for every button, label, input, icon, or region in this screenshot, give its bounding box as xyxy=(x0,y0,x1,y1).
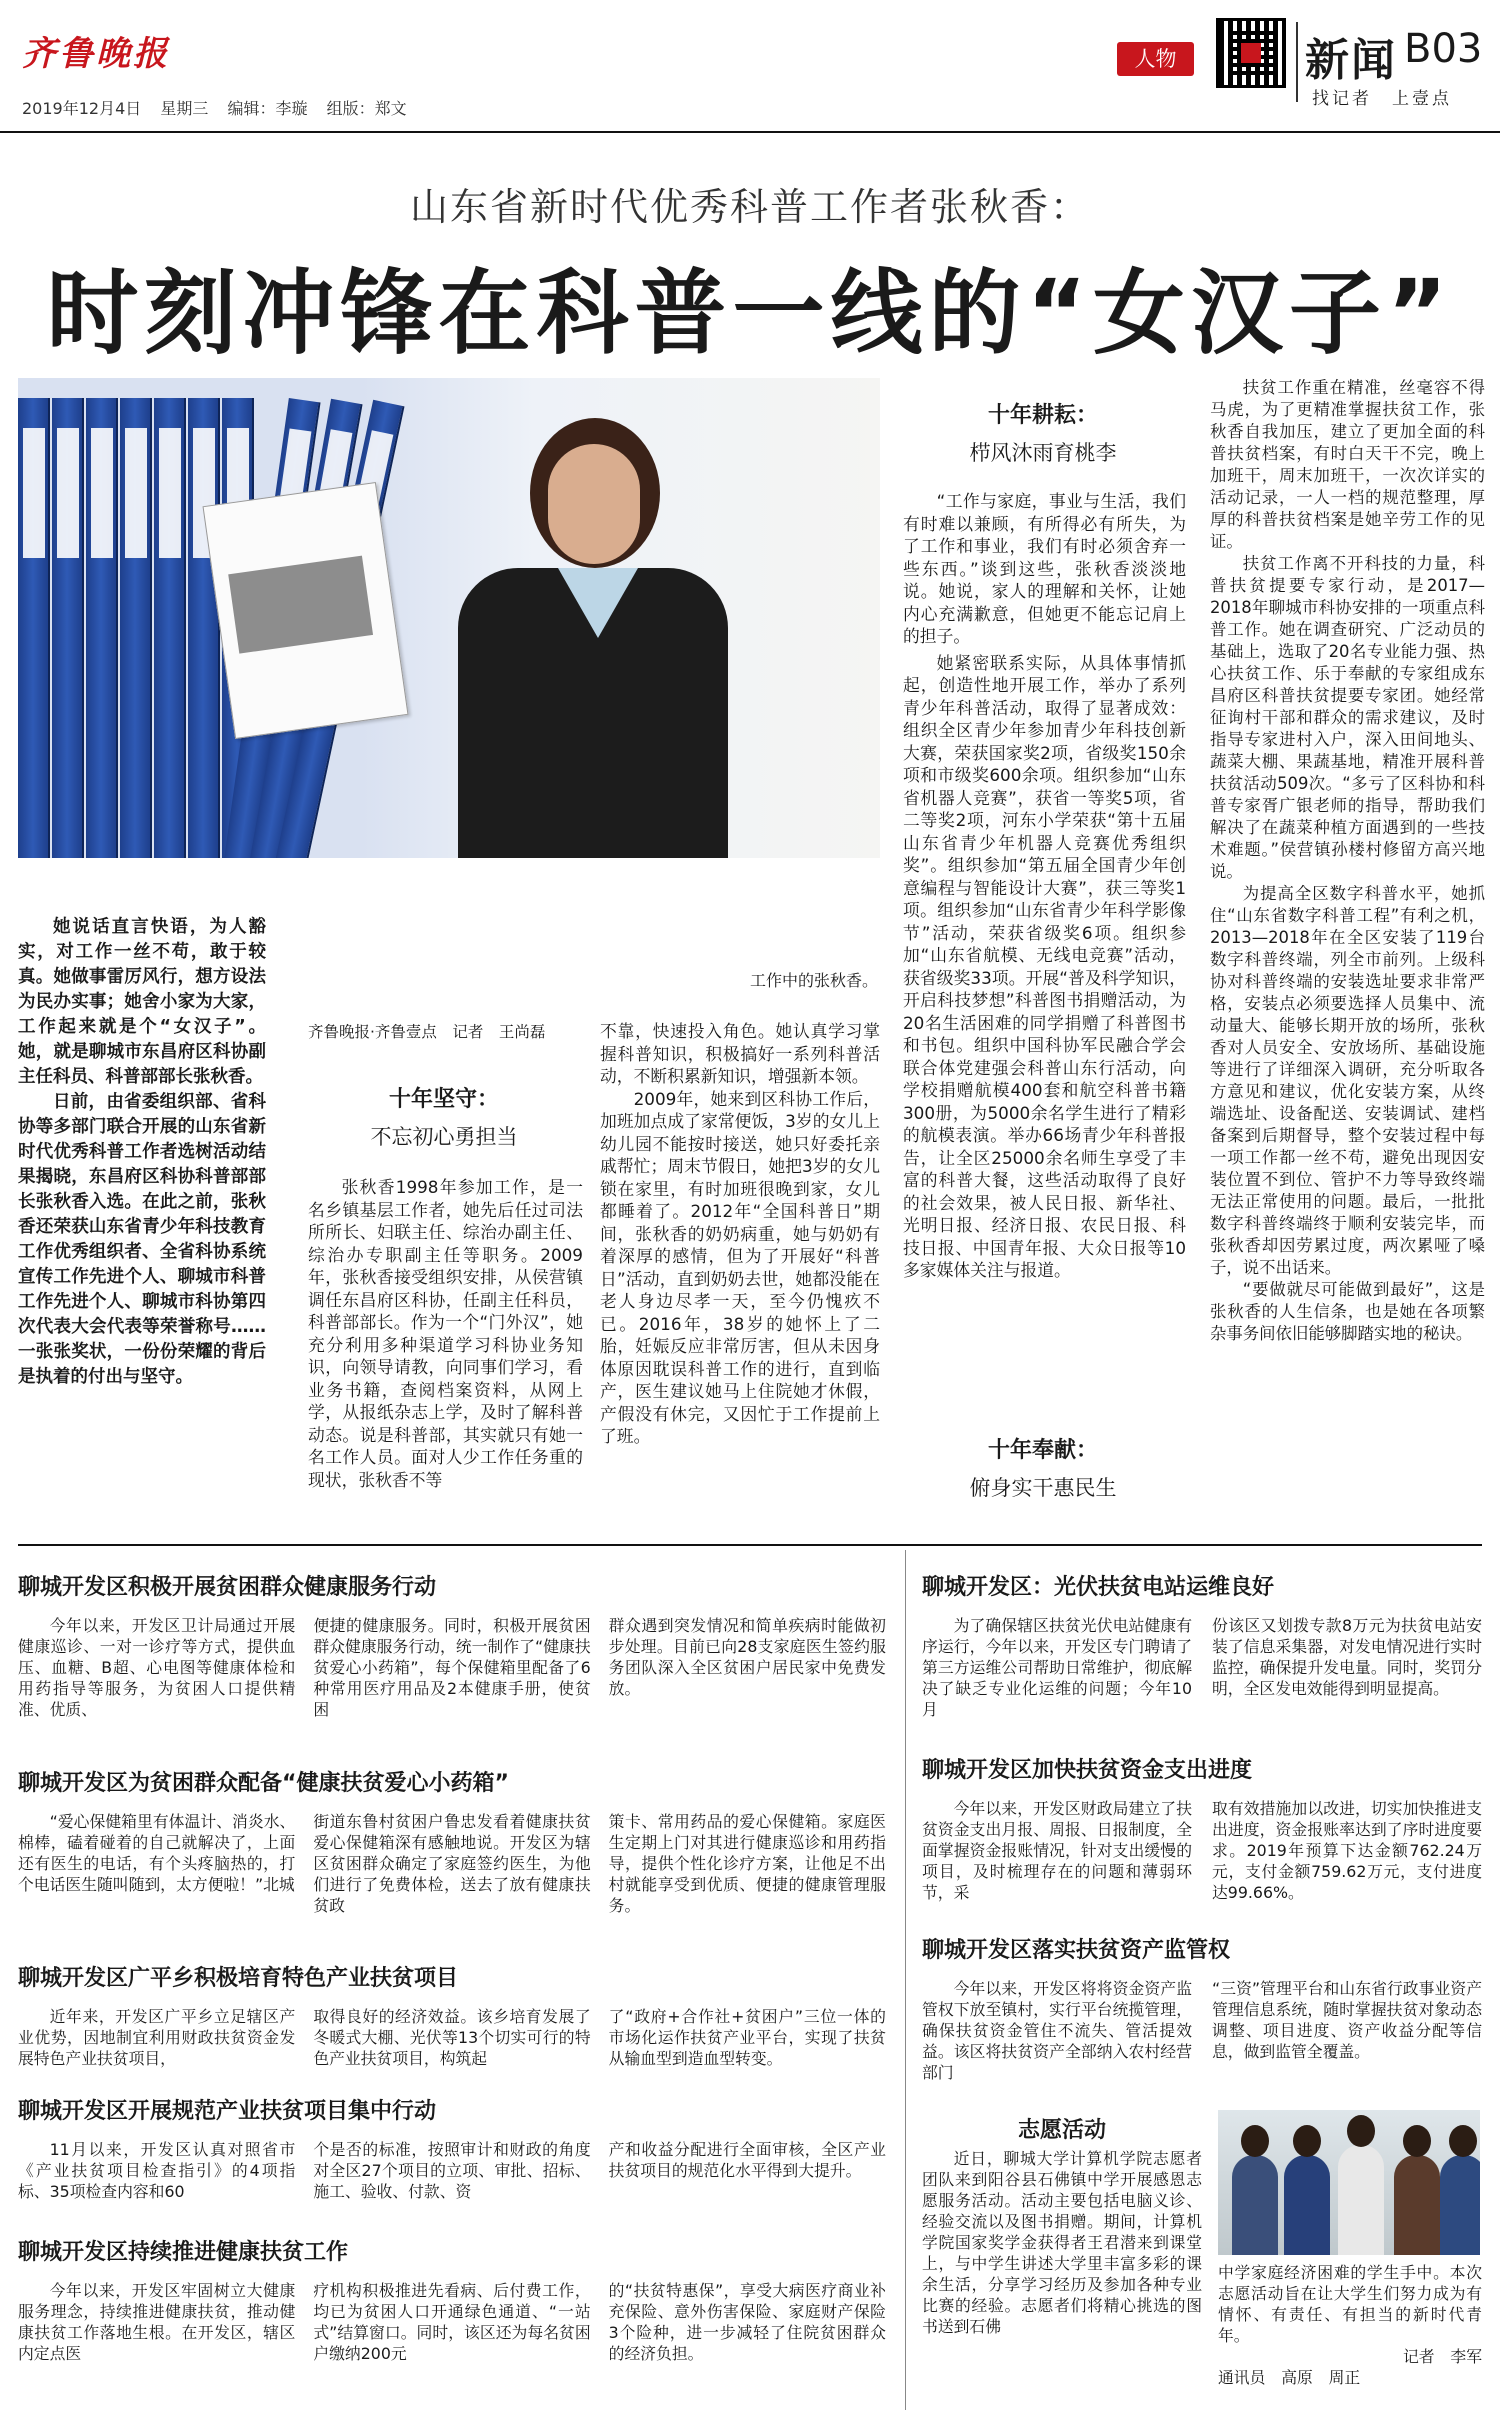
editor-credit: 编辑：李璇 xyxy=(227,99,308,118)
body-paragraph: 扶贫工作重在精准，丝毫容不得马虎，为了更精准掌握扶贫工作，张秋香自我加压，建立了更加全面的科普扶贫档案，有时白天干不完，晚上加班干，周末加班干，一次次详实的活动记录，一人一档的规范整理，厚厚的科普扶贫档案是她辛劳工作的见证。 xyxy=(1210,378,1485,551)
newspaper-logo: 齐鲁晚报 xyxy=(22,34,170,74)
section1-heading xyxy=(308,1082,580,1151)
document-sheet xyxy=(202,482,408,739)
person-figure xyxy=(438,418,738,858)
brief-text: 便捷的健康服务。同时，积极开展贫困群众健康服务行动，统一制作了“健康扶贫爱心小药箱”，每个保健箱里配备了6种常用医疗用品及2本健康手册，使贫困 xyxy=(313,1616,591,1719)
volunteer-photo xyxy=(1218,2110,1480,2255)
briefs-right xyxy=(922,1570,1482,2083)
brief-text: 今年以来，开发区将将资金资产监管权下放至镇村，实行平台统揽管理，确保扶贫资金管住不流失、管活提效益。该区将扶贫资产全部纳入农村经营部门 xyxy=(922,1979,1192,2082)
brief-item xyxy=(18,2235,886,2364)
brief-text: 取有效措施加以改进，切实加快推进支出进度，资金报账率达到了序时进度要求。2019年预算下达金额762.24万元，支付金额759.62万元，支付进度达99.66%。 xyxy=(1212,1799,1482,1902)
section1-title: 十年坚守： xyxy=(388,1087,499,1112)
slogan-right: 上壹点 xyxy=(1392,89,1452,109)
brief-title: 聊城开发区为贫困群众配备“健康扶贫爱心小药箱” xyxy=(18,1771,509,1796)
brief-text: 近年来，开发区广平乡立足辖区产业优势，因地制宜利用财政扶贫资金发展特色产业扶贫项目， xyxy=(18,2007,296,2068)
volunteer-correspondent: 通讯员 高原 周正 xyxy=(1218,2368,1361,2387)
brief-text: 为了确保辖区扶贫光伏电站健康有序运行，今年以来，开发区专门聘请了第三方运维公司帮助日常维护，彻底解决了缺乏专业化运维的问题；今年10月 xyxy=(922,1616,1192,1719)
article-headline: 时刻冲锋在科普一线的“女汉子” xyxy=(46,260,1454,367)
brief-text: “三资”管理平台和山东省行政事业资产管理信息系统，随时掌握扶贫对象动态调整、项目进度、资产收益分配等信息，做到监管全覆盖。 xyxy=(1212,1979,1482,2061)
section1-subtitle: 不忘初心勇担当 xyxy=(370,1125,518,1149)
briefs-left xyxy=(18,1570,886,2364)
article-kicker: 山东省新时代优秀科普工作者张秋香： xyxy=(409,185,1090,229)
volunteer-paragraph: 近日，聊城大学计算机学院志愿者团队来到阳谷县石佛镇中学开展感恩志愿服务活动。活动主要包括电脑义诊、经验交流以及图书捐赠。期间，计算机学院国家奖学金获得者王君潜来到课堂上，与中学生讲述大学里丰富多彩的课余生活，分享学习经历及参加各种专业比赛的经验。志愿者们将精心挑选的图书送到石佛 xyxy=(922,2149,1202,2336)
section3-heading xyxy=(903,1433,1183,1502)
section2-column xyxy=(903,490,1186,1282)
brief-title: 聊城开发区持续推进健康扶贫工作 xyxy=(18,2240,349,2265)
body-paragraph: 张秋香1998年参加工作，是一名乡镇基层工作者，她先后任过司法所所长、妇联主任、综治办副主任、综治办专职副主任等职务。2009年，张秋香接受组织安排，从侯营镇调任东昌府区科协，任副主任科员，科普部部长。作为一个“门外汉”，她充分利用多种渠道学习科协业务知识，向领导请教，向同事们学习，看业务书籍，查阅档案资料，从网上学，从报纸杂志上学，及时了解科普动态。说是科普部，其实就只有她一名工作人员。面对人少工作任务重的现状，张秋香不等 xyxy=(308,1177,583,1490)
brief-item xyxy=(922,1570,1482,1753)
section2-title: 十年耕耘： xyxy=(987,403,1098,428)
brief-text: 的“扶贫特惠保”，享受大病医疗商业补充保险、意外伤害保险、家庭财产保险3个险种，进一步减轻了住院贫困群众的经济负担。 xyxy=(608,2281,886,2363)
issue-weekday: 星期三 xyxy=(160,99,209,118)
brief-title: 聊城开发区开展规范产业扶贫项目集中行动 xyxy=(18,2099,437,2124)
brief-text: 街道东鲁村贫困户鲁忠发看着健康扶贫爱心保健箱深有感触地说。开发区为辖区贫困群众确定了家庭签约医生，为他们进行了免费体检，送去了放有健康扶贫政 xyxy=(313,1812,591,1915)
section3-title: 十年奉献： xyxy=(987,1438,1098,1463)
brief-title: 聊城开发区落实扶贫资产监管权 xyxy=(922,1938,1231,1963)
volunteer-reporter: 记者 李军 xyxy=(1403,2347,1482,2366)
brief-text: 今年以来，开发区卫计局通过开展健康巡诊、一对一诊疗等方式，提供血压、血糖、B超、心电图等健康体检和用药指导等服务，为贫困人口提供精准、优质、 xyxy=(18,1616,296,1719)
briefs-divider xyxy=(905,1550,906,2410)
masthead-divider xyxy=(1296,22,1298,102)
volunteer-tail-text: 中学家庭经济困难的学生手中。本次志愿活动旨在让大学生们努力成为有情怀、有责任、有担当的新时代青年。 xyxy=(1218,2263,1482,2345)
brief-item xyxy=(922,1933,1482,2083)
body-paragraph: 2009年，她来到区科协工作后，加班加点成了家常便饭，3岁的女儿上幼儿园不能按时接送，她只好委托亲戚帮忙；周末节假日，她把3岁的女儿锁在家里，有时加班很晚到家，女儿都睡着了。2012年“全国科普日”期间，张秋香的奶奶病重，她与奶奶有着深厚的感情，但为了开展好“科普日”活动，直到奶奶去世，她都没能在老人身边尽孝一天，至今仍愧疚不已。2016年，38岁的她怀上了二胎，妊娠反应非常厉害，但从未因身体原因耽误科普工作的进行，直到临产，医生建议她马上住院她才休假，产假没有休完，又因忙于工作提前上了班。 xyxy=(600,1088,880,1446)
section1-column-2 xyxy=(600,1020,880,1448)
brief-text: 今年以来，开发区牢固树立大健康服务理念，持续推进健康扶贫，推动健康扶贫工作落地生根。在开发区，辖区内定点医 xyxy=(18,2281,296,2363)
section1-column-1 xyxy=(308,1176,583,1491)
brief-text: “爱心保健箱里有体温计、消炎水、棉棒，磕着碰着的自己就解决了，上面还有医生的电话，有个头疼脑热的，打个电话医生随叫随到，太方便啦！”北城 xyxy=(18,1812,296,1894)
body-paragraph: “要做就尽可能做到最好”，这是张秋香的人生信条，也是她在各项繁杂事务间依旧能够脚踏实地的秘诀。 xyxy=(1210,1280,1485,1343)
article-photo xyxy=(18,378,880,858)
brief-text: 了“政府+合作社+贫困户”三位一体的市场化运作扶贫产业平台，实现了扶贫从输血型到造血型转变。 xyxy=(608,2007,886,2068)
intro-paragraph: 日前，由省委组织部、省科协等多部门联合开展的山东省新时代优秀科普工作者选树活动结果揭晓，东昌府区科协科普部部长张秋香入选。在此之前，张秋香还荣获山东省青少年科技教育工作优秀组织者、全省科协系统宣传工作先进个人、聊城市科普工作先进个人、聊城市科协第四次代表大会代表等荣誉称号……一张张奖状，一份份荣耀的背后是执着的付出与坚守。 xyxy=(18,1092,266,1387)
brief-text: 个是否的标准，按照审计和财政的角度对全区27个项目的立项、审批、招标、施工、验收、付款、资 xyxy=(313,2140,591,2201)
slogan xyxy=(1312,84,1452,109)
slogan-left: 找记者 xyxy=(1312,89,1372,109)
body-paragraph: 她紧密联系实际，从具体事情抓起，创造性地开展工作，举办了系列青少年科普活动，取得了显著成效：组织全区青少年参加青少年科技创新大赛，荣获国家奖2项，省级奖150余项和市级奖600余项。组织参加“山东省机器人竞赛”，获省一等奖5项，省二等奖2项，河东小学荣获“第十五届山东省青少年机器人竞赛优秀组织奖”。组织参加“第五届全国青少年创意编程与智能设计大赛”，获三等奖1项。组织参加“山东省青少年科学影像节”活动，荣获省级奖6项。组织参加“山东省航模、无线电竞赛”活动，获省级奖33项。开展“普及科学知识，开启科技梦想”科普图书捐赠活动，为20名生活困难的同学捐赠了科普图书和书包。组织中国科协军民融合学会联合体党建强会科普山东行活动，向学校捐赠航模400套和航空科普书籍300册，为5000余名学生进行了精彩的航模表演。举办66场青少年科普报告，让全区25000余名师生享受了丰富的科普大餐，这些活动取得了良好的社会效果，被人民日报、新华社、光明日报、经济日报、农民日报、科技日报、中国青年报、大众日报等10多家媒体关注与报道。 xyxy=(903,652,1186,1280)
volunteer-title: 志愿活动 xyxy=(1017,2118,1106,2143)
body-paragraph: 扶贫工作离不开科技的力量，科普扶贫提要专家行动，是2017—2018年聊城市科协安排的一项重点科普工作。她在调查研究、广泛动员的基础上，选取了20名专业能力强、热心扶贫工作、乐于奉献的专家组成东昌府区科普扶贫提要专家团。她经常征询村干部和群众的需求建议，及时指导专家进村入户，深入田间地头、蔬菜大棚、果蔬基地，精准开展科普扶贫活动509次。“多亏了区科协和科普专家胥广银老师的指导，帮助我们解决了在蔬菜种植方面遇到的一些技术难题。”侯营镇孙楼村修留方高兴地说。 xyxy=(1210,554,1485,881)
issue-date: 2019年12月4日 xyxy=(22,99,142,118)
body-paragraph: 为提高全区数字科普水平，她抓住“山东省数字科普工程”有利之机，2013—2018年在全区安装了119台数字科普终端，列全市前列。上级科协对科普终端的安装选址要求非常严格，安装点必须要选择人员集中、流动量大、能够长期开放的场所，张秋香对人员安全、安放场所、基础设施等进行了详细深入调研，充分听取各方意见和建议，优化安装方案，从终端选址、设备配送、安装调试、建档备案到后期督导，整个安装过程中每一项工作都一丝不苟，避免出现因安装位置不到位、管护不力等导致终端无法正常使用的问题。最后，一批批数字科普终端终于顺利安装完毕，而张秋香却因劳累过度，两次累哑了嗓子，说不出话来。 xyxy=(1210,884,1485,1277)
body-paragraph: “工作与家庭，事业与生活，我们有时难以兼顾，有所得必有所失，为了工作和事业，我们有时必须舍弃一些东西。”谈到这些，张秋香淡淡地说。她说，家人的理解和关怀，让她内心充满歉意，但她更不能忘记肩上的担子。 xyxy=(903,491,1186,646)
brief-item xyxy=(922,1753,1482,1933)
brief-title: 聊城开发区积极开展贫困群众健康服务行动 xyxy=(18,1575,437,1600)
article-divider xyxy=(18,1544,1482,1546)
masthead-rule xyxy=(0,131,1500,133)
page-number: B03 xyxy=(1404,26,1483,72)
photo-caption: 工作中的张秋香。 xyxy=(750,971,879,990)
section-name: 新闻 xyxy=(1305,35,1397,86)
brief-text: 份该区又划拨专款8万元为扶贫电站安装了信息采集器，对发电情况进行实时监控，确保提升发电量。同时，奖罚分明，全区发电效能得到明显提高。 xyxy=(1212,1616,1482,1698)
brief-item xyxy=(18,1570,886,1766)
article-intro xyxy=(18,915,266,1390)
brief-text: 11月以来，开发区认真对照省市《产业扶贫项目检查指引》的4项指标、35项检查内容和60 xyxy=(18,2140,296,2201)
brief-item xyxy=(18,1961,886,2094)
brief-item xyxy=(18,2094,886,2235)
brief-text: 疗机构积极推进先看病、后付费工作，均已为贫困人口开通绿色通道、“一站式”结算窗口。同时，该区还为每名贫困户缴纳200元 xyxy=(313,2281,591,2363)
brief-title: 聊城开发区：光伏扶贫电站运维良好 xyxy=(922,1575,1275,1600)
dateline xyxy=(22,96,421,119)
article-byline: 齐鲁晚报·齐鲁壹点 记者 王尚磊 xyxy=(308,1023,546,1041)
section2-subtitle: 栉风沐雨育桃李 xyxy=(969,441,1117,465)
brief-title: 聊城开发区广平乡积极培育特色产业扶贫项目 xyxy=(18,1966,459,1991)
intro-paragraph: 她说话直言快语，为人豁实，对工作一丝不苟，敢于较真。她做事雷厉风行，想方设法为民办实事；她舍小家为大家，工作起来就是个“女汉子”。她，就是聊城市东昌府区科协副主任科员、科普部部长张秋香。 xyxy=(18,917,266,1087)
brief-text: 今年以来，开发区财政局建立了扶贫资金支出月报、周报、日报制度，全面掌握资金报账情况，针对支出缓慢的项目，及时梳理存在的问题和薄弱环节，采 xyxy=(922,1799,1192,1902)
volunteer-tail xyxy=(1218,2262,1482,2388)
section2-heading xyxy=(903,398,1183,467)
brief-text: 群众遇到突发情况和简单疾病时能做初步处理。目前已向28支家庭医生签约服务团队深入全区贫困户居民家中免费发放。 xyxy=(608,1616,886,1698)
section3-column xyxy=(1210,377,1485,1345)
section3-subtitle: 俯身实干惠民生 xyxy=(969,1476,1117,1500)
brief-text: 取得良好的经济效益。该乡培育发展了冬暖式大棚、光伏等13个切实可行的特色产业扶贫项目，构筑起 xyxy=(313,2007,591,2068)
brief-title: 聊城开发区加快扶贫资金支出进度 xyxy=(922,1758,1253,1783)
volunteer-text xyxy=(922,2148,1202,2337)
brief-text: 产和收益分配进行全面审核，全区产业扶贫项目的规范化水平得到大提升。 xyxy=(608,2140,886,2180)
body-paragraph: 不靠，快速投入角色。她认真学习掌握科普知识，积极搞好一系列科普活动，不断积累新知识，增强新本领。 xyxy=(600,1021,880,1086)
brief-item xyxy=(18,1766,886,1961)
designer-credit: 组版：郑文 xyxy=(326,99,407,118)
section-tag: 人物 xyxy=(1117,42,1194,76)
brief-text: 策卡、常用药品的爱心保健箱。家庭医生定期上门对其进行健康巡诊和用药指导，提供个性化诊疗方案，让他足不出村就能享受到优质、便捷的健康管理服务。 xyxy=(608,1812,886,1915)
qr-code-icon xyxy=(1216,18,1286,88)
